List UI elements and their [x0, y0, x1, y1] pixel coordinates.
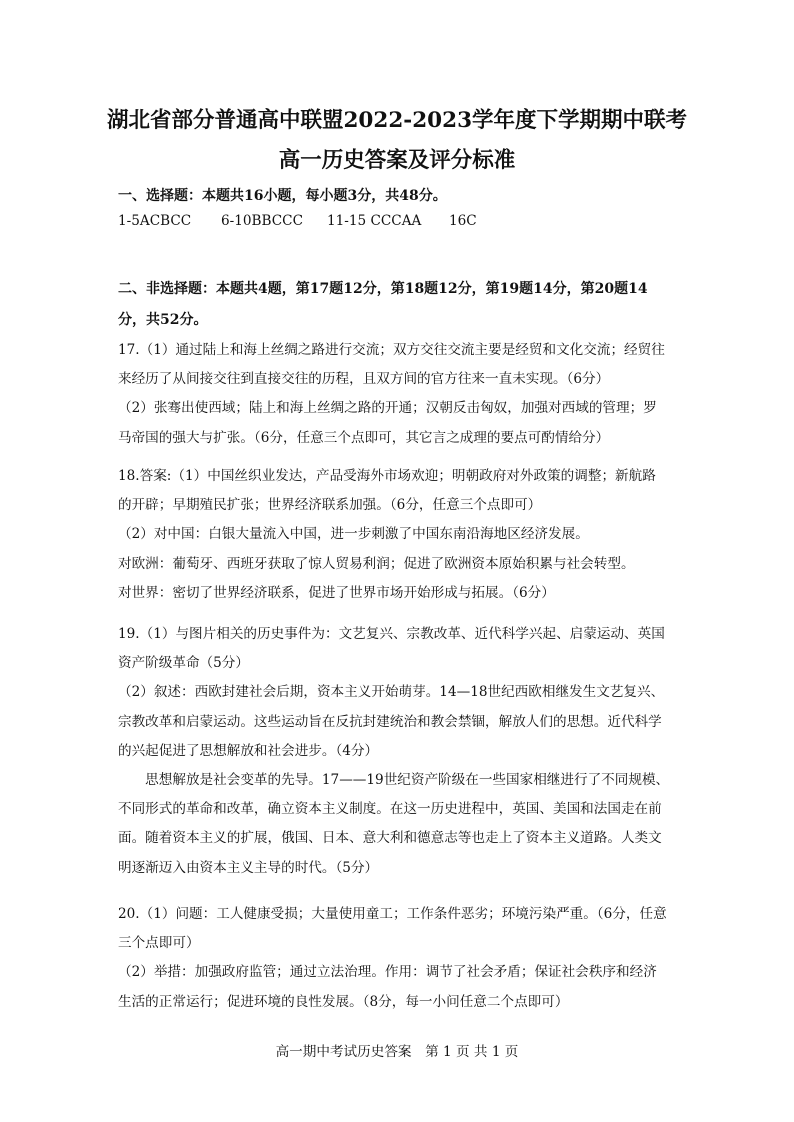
answer-group-3: 11-15 CCCAA [327, 213, 422, 229]
q18-line: 18.答案:（1）中国丝织业发达，产品受海外市场欢迎；明朝政府对外政策的调整；新航路 [118, 468, 656, 484]
question-17 [118, 336, 678, 453]
q19-line: 的兴起促进了思想解放和社会进步。（4分） [118, 742, 379, 759]
answer-group-2: 6-10BBCCC [221, 213, 303, 229]
question-20 [118, 900, 678, 1017]
title-line-1: 湖北省部分普通高中联盟2022-2023学年度下学期期中联考 [106, 108, 688, 133]
page-footer: 高一期中考试历史答案 第 1 页 共 1 页 [275, 1044, 519, 1060]
section-2-heading-line-1: 二、非选择题：本题共4题，第17题12分，第18题12分，第19题14分，第20题14 [118, 281, 648, 297]
q20-line: （2）举措：加强政府监管；通过立法治理。作用：调节了社会矛盾；保证社会秩序和经济 [118, 964, 657, 981]
q19-line: 不同形式的革命和改革，确立资本主义制度。在这一历史进程中，英国、美国和法国走在前 [118, 801, 662, 818]
q20-line: 三个点即可） [118, 935, 200, 952]
q17-line: （2）张骞出使西域；陆上和海上丝绸之路的开通；汉朝反击匈奴，加强对西域的管理；罗 [118, 400, 657, 417]
q17-line: 马帝国的强大与扩张。（6分，任意三个点即可，其它言之成理的要点可酌情给分） [118, 429, 610, 446]
title-line-2: 高一历史答案及评分标准 [278, 148, 516, 173]
question-18 [118, 462, 678, 608]
q20-line: 20.（1）问题：工人健康受损；大量使用童工；工作条件恶劣；环境污染严重。（6分，任意 [118, 906, 667, 922]
q19-line: 明逐渐迈入由资本主义主导的时代。（5分） [118, 859, 379, 876]
q18-line: 对世界：密切了世界经济联系，促进了世界市场开始形成与拓展。（6分） [118, 584, 555, 601]
q20-line: 生活的正常运行；促进环境的良性发展。（8分，每一小问任意二个点即可） [118, 993, 569, 1010]
q19-line: 宗教改革和启蒙运动。这些运动旨在反抗封建统治和教会禁锢，解放人们的思想。近代科学 [118, 713, 662, 730]
q19-line: 思想解放是社会变革的先导。17——19世纪资产阶级在一些国家相继进行了不同规模、 [118, 771, 670, 788]
q19-line: 资产阶级革命（5分） [118, 655, 249, 672]
answer-group-4: 16C [449, 213, 477, 229]
q19-line: 19.（1）与图片相关的历史事件为：文艺复兴、宗教改革、近代科学兴起、启蒙运动、英国 [118, 626, 665, 642]
answer-group-1: 1-5ACBCC [118, 213, 192, 229]
q19-line: （2）叙述：西欧封建社会后期，资本主义开始萌芽。14—18世纪西欧相继发生文艺复兴、 [118, 684, 665, 701]
q18-line: （2）对中国：白银大量流入中国，进一步刺激了中国东南沿海地区经济发展。 [118, 526, 589, 543]
section-2-heading-line-2: 分，共52分。 [118, 312, 208, 328]
q18-line: 对欧洲：葡萄牙、西班牙获取了惊人贸易利润；促进了欧洲资本原始积累与社会转型。 [118, 555, 635, 572]
section-1-heading: 一、选择题：本题共16小题，每小题3分，共48分。 [118, 188, 447, 204]
q17-line: 来经历了从间接交往到直接交往的历程，且双方间的官方往来一直未实现。（6分） [118, 371, 610, 388]
q17-line: 17.（1）通过陆上和海上丝绸之路进行交流；双方交往交流主要是经贸和文化交流；经贸往 [118, 342, 665, 358]
question-19 [118, 620, 678, 883]
q19-line: 面。随着资本主义的扩展，俄国、日本、意大利和德意志等也走上了资本主义道路。人类文 [118, 830, 662, 847]
q18-line: 的开辟；早期殖民扩张；世界经济联系加强。（6分，任意三个点即可） [118, 497, 542, 514]
section-2-heading [118, 274, 678, 336]
